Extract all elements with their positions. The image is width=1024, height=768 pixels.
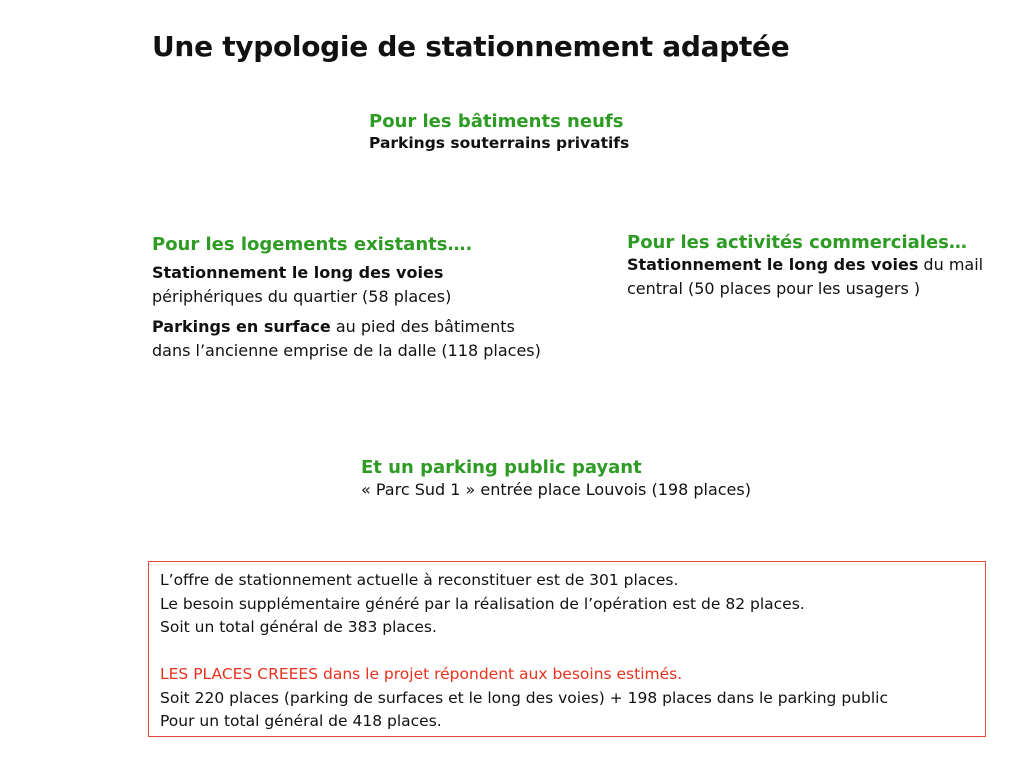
new-buildings-heading: Pour les bâtiments neufs: [369, 111, 624, 132]
summary-spacer: [160, 640, 985, 664]
summary-line-3: Soit un total général de 383 places.: [160, 618, 437, 636]
existing-housing-item2-bold: Parkings en surface: [152, 317, 331, 336]
section-existing-housing: [152, 234, 541, 363]
summary-line-5: Pour un total général de 418 places.: [160, 712, 442, 730]
public-parking-heading: Et un parking public payant: [361, 457, 642, 478]
section-public-parking: [361, 457, 751, 502]
commercial-text: [627, 253, 983, 301]
new-buildings-text: Parkings souterrains privatifs: [369, 134, 630, 152]
commercial-text-2: central (50 places pour les usagers ): [627, 279, 921, 298]
existing-housing-item1-bold: Stationnement le long des voies: [152, 263, 444, 282]
existing-housing-item2-text-2: dans l’ancienne emprise de la dalle (118 places): [152, 341, 541, 360]
summary-line-1: L’offre de stationnement actuelle à reconstituer est de 301 places.: [160, 571, 679, 589]
commercial-heading: Pour les activités commerciales…: [627, 232, 967, 253]
summary-line-2: Le besoin supplémentaire généré par la réalisation de l’opération est de 82 places.: [160, 594, 805, 613]
commercial-bold: Stationnement le long des voies: [627, 255, 919, 274]
section-new-buildings: [369, 111, 629, 154]
section-commercial: [627, 232, 983, 301]
commercial-text-1: du mail: [918, 255, 984, 274]
summary-line-4: Soit 220 places (parking de surfaces et le long des voies) + 198 places dans le parking public: [160, 688, 888, 707]
slide-title: Une typologie de stationnement adaptée: [152, 30, 790, 63]
summary-highlight: LES PLACES CREEES dans le projet répondent aux besoins estimés.: [160, 665, 683, 683]
summary-box: [148, 561, 986, 737]
public-parking-text: « Parc Sud 1 » entrée place Louvois (198 places): [361, 480, 751, 499]
existing-housing-heading: Pour les logements existants….: [152, 234, 473, 255]
existing-housing-item2: [152, 315, 541, 363]
existing-housing-item2-text-1: au pied des bâtiments: [330, 317, 515, 336]
existing-housing-item1: [152, 261, 541, 309]
existing-housing-item1-text: périphériques du quartier (58 places): [152, 287, 452, 306]
